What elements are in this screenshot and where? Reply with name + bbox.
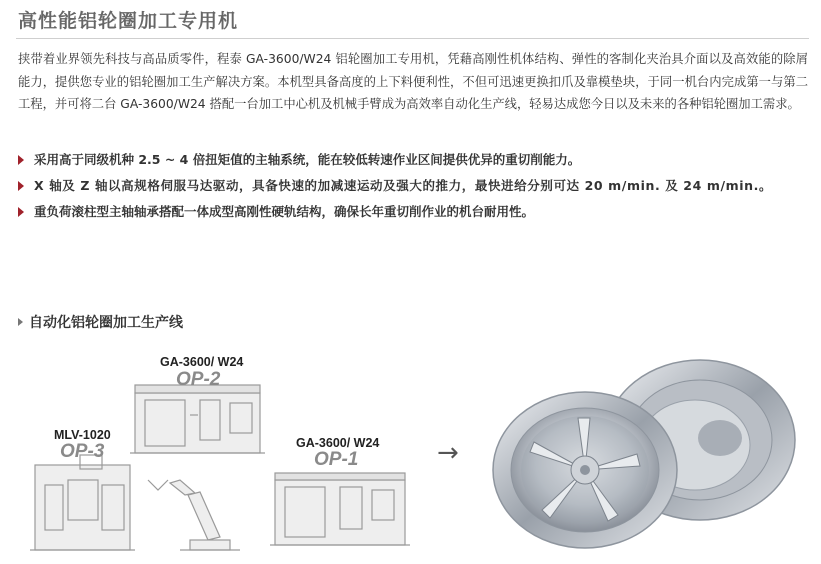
op3-model-label: MLV-1020	[54, 428, 111, 442]
op2-op-label: OP-2	[176, 369, 221, 390]
op3-machine-icon	[30, 455, 135, 550]
intro-paragraph: 挟带着业界领先科技与高品质零件，程泰 GA-3600/W24 铝轮圈加工专用机，凭藉高刚性机体结构、弹性的客制化夹治具介面以及高效能的除屑能力，提供您专业的铝轮圈加工生产解决方案。本机型具备高度的上下料便利性，不但可迅速更换扣爪及靠模垫块，于同一机台内完成第一与第二工程，并可将二台 GA-3600/W24 搭配一台加工中心机及机械手臂成为高效率自动化生产线，轻易达成您今日以及未来的各种铝轮圈加工需求。	[18, 52, 808, 112]
op3-op-label: OP-3	[60, 441, 105, 462]
wheel-rims-image	[490, 350, 810, 560]
feature-list	[18, 150, 808, 228]
title-divider	[16, 38, 809, 39]
feature-item	[18, 202, 808, 222]
op1-machine-icon	[270, 473, 410, 545]
feature-item	[18, 150, 808, 170]
op2-machine-icon	[130, 385, 265, 453]
page-title: 高性能铝轮圈加工专用机	[18, 10, 239, 32]
section-heading	[18, 312, 183, 332]
feature-item	[18, 176, 808, 196]
op1-op-label: OP-1	[314, 449, 359, 470]
feature-text: X 轴及 Z 轴以高规格伺服马达驱动，具备快速的加减速运动及强大的推力，最快进给分别可达 20 m/min. 及 24 m/min.。	[34, 178, 773, 193]
section-triangle-icon	[18, 318, 23, 326]
arrow-right-icon: →	[437, 438, 459, 468]
triangle-bullet-icon	[18, 155, 24, 165]
feature-text: 采用高于同级机种 2.5 ~ 4 倍扭矩值的主轴系统，能在较低转速作业区间提供优异的重切削能力。	[34, 152, 581, 167]
triangle-bullet-icon	[18, 181, 24, 191]
triangle-bullet-icon	[18, 207, 24, 217]
front-wheel-rim	[493, 392, 677, 548]
robot-arm-icon	[148, 480, 240, 550]
production-line-diagram	[30, 345, 460, 560]
op2-model-label: GA-3600/ W24	[160, 355, 244, 369]
op1-model-label: GA-3600/ W24	[296, 436, 380, 450]
wheel-rims-illustration	[490, 350, 810, 560]
feature-text: 重负荷滚柱型主轴轴承搭配一体成型高刚性硬轨结构，确保长年重切削作业的机台耐用性。	[34, 204, 535, 219]
section-title: 自动化铝轮圈加工生产线	[29, 315, 183, 331]
